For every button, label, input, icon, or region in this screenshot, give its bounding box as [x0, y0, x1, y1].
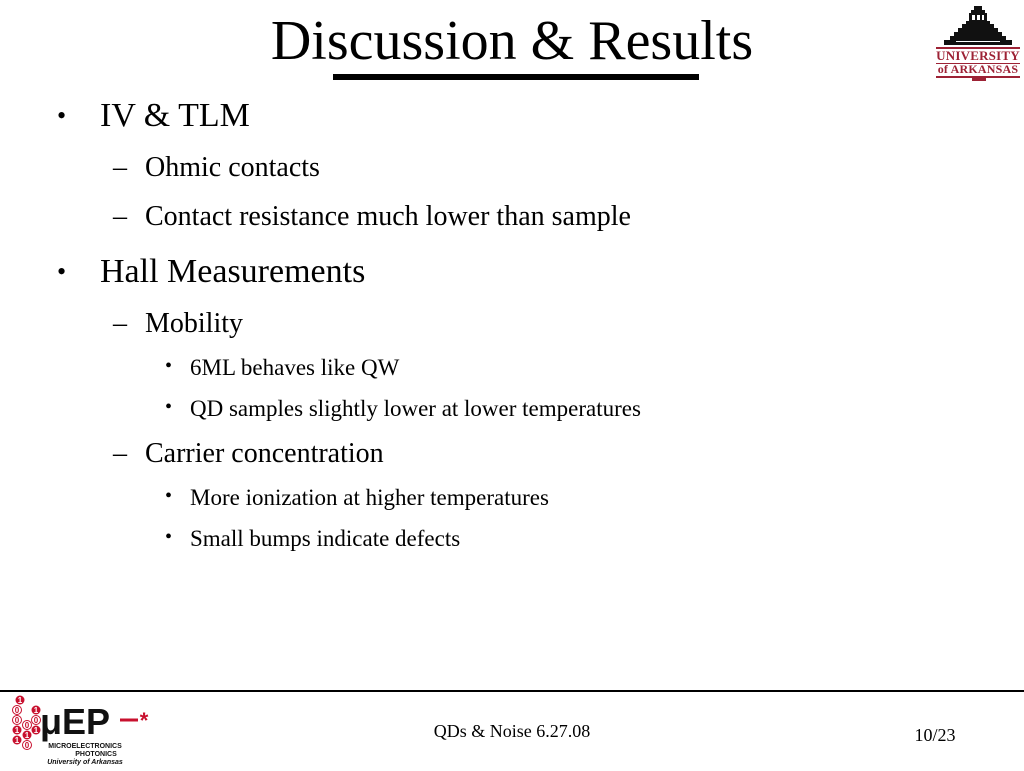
mep-line2: PHOTONICS	[75, 751, 117, 758]
slide-title: Discussion & Results	[270, 10, 754, 72]
sub-sub-bullet-marker: •	[165, 355, 173, 377]
university-logo-line1: UNIVERSITY	[936, 48, 1020, 63]
sub-sub-bullet-text: 6ML behaves like QW	[190, 355, 400, 380]
mep-bit: 0	[14, 716, 20, 725]
old-main-building-icon	[936, 4, 1020, 48]
sub-bullet-text: Ohmic contacts	[145, 152, 320, 183]
mep-wordmark: μEP	[40, 701, 111, 742]
sub-bullet-carrier-concentration	[113, 438, 384, 470]
sub-sub-bullet-text: More ionization at higher temperatures	[190, 485, 549, 510]
sub-sub-bullet-small-bumps	[165, 525, 461, 552]
sub-bullet-text: Carrier concentration	[145, 438, 384, 469]
bullet-iv-tlm	[57, 96, 250, 136]
mep-bit: 0	[33, 716, 39, 725]
bullet-text: IV & TLM	[100, 97, 250, 134]
sub-sub-bullet-6ml	[165, 354, 400, 381]
bullet-marker: •	[57, 257, 67, 286]
sub-sub-bullet-marker: •	[165, 396, 173, 418]
title-underline	[333, 74, 699, 80]
mep-bit: 0	[24, 741, 30, 750]
sub-sub-bullet-text: Small bumps indicate defects	[190, 526, 461, 551]
mep-bit: 1	[24, 731, 30, 740]
asterisk-icon: *	[139, 708, 149, 733]
sub-sub-bullet-ionization	[165, 484, 549, 511]
mep-bit: 1	[33, 706, 39, 715]
sub-bullet-marker: –	[113, 438, 127, 469]
mep-bit: 1	[17, 696, 23, 705]
mep-bit: 1	[14, 726, 20, 735]
sub-bullet-marker: –	[113, 308, 127, 339]
bullet-marker: •	[57, 101, 67, 130]
sub-bullet-marker: –	[113, 201, 127, 232]
sub-bullet-text: Mobility	[145, 308, 244, 339]
sub-bullet-mobility	[113, 308, 244, 340]
sub-bullet-contact-resistance	[113, 201, 631, 233]
mep-line3: University of Arkansas	[47, 759, 123, 766]
mep-bit: 0	[24, 721, 30, 730]
university-of-arkansas-logo	[936, 4, 1020, 80]
sub-sub-bullet-text: QD samples slightly lower at lower temperatures	[190, 396, 641, 421]
sub-bullet-ohmic-contacts	[113, 152, 320, 184]
sub-sub-bullet-qd-samples	[165, 395, 641, 422]
mep-bit: 1	[14, 736, 20, 745]
sub-sub-bullet-marker: •	[165, 526, 173, 548]
university-logo-year-bar	[972, 77, 986, 81]
mep-bit: 0	[14, 706, 20, 715]
footer-presentation-title: QDs & Noise 6.27.08	[433, 721, 591, 741]
sub-bullet-text: Contact resistance much lower than sample	[145, 201, 631, 232]
footer-divider	[0, 690, 1024, 692]
mep-line1: MICROELECTRONICS	[48, 743, 122, 750]
bullet-hall-measurements	[57, 252, 366, 292]
slide-page-number: 10/23	[914, 725, 956, 745]
university-logo-line2: of ARKANSAS	[937, 62, 1019, 76]
bullet-text: Hall Measurements	[100, 253, 366, 290]
sub-sub-bullet-marker: •	[165, 485, 173, 507]
sub-bullet-marker: –	[113, 152, 127, 183]
mep-bit: 1	[33, 726, 39, 735]
